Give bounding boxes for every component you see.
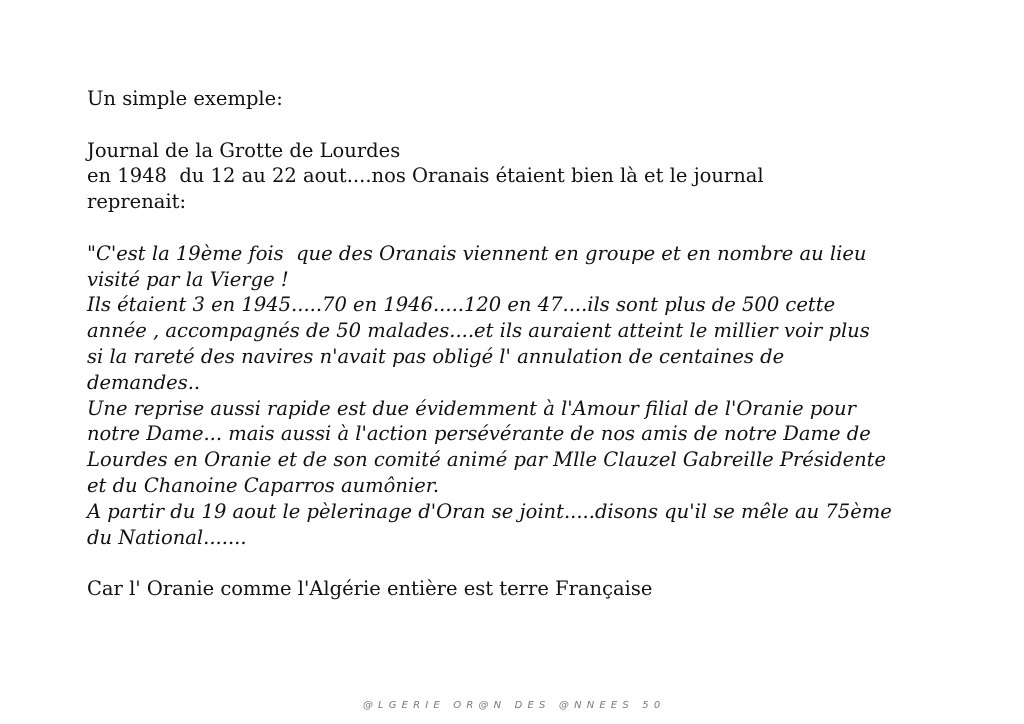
quote-line: Ils étaient 3 en 1945.....70 en 1946.....120 en 47....ils sont plus de 500 cette	[87, 293, 836, 317]
source-line: en 1948 du 12 au 22 aout....nos Oranais étaient bien là et le journal	[87, 164, 764, 188]
quoted-article	[87, 241, 967, 551]
quote-line: Une reprise aussi rapide est due évidemment à l'Amour filial de l'Oranie pour	[87, 396, 856, 420]
paragraph-gap	[87, 112, 967, 138]
source-line: reprenait:	[87, 190, 187, 214]
document-body	[87, 86, 967, 602]
quote-line: demandes..	[87, 370, 201, 394]
quote-line: Lourdes en Oranie et de son comité animé par Mlle Clauzel Gabreille Présidente	[87, 448, 887, 472]
page-footer: @ L G E R I E O R @ N D E S @ N N E E S 5 0	[362, 700, 662, 711]
source-line: Journal de la Grotte de Lourdes	[87, 138, 401, 162]
quote-line: si la rareté des navires n'avait pas obligé l' annulation de centaines de	[87, 344, 785, 368]
quote-line: année , accompagnés de 50 malades....et ils auraient atteint le millier voir plus	[87, 319, 870, 343]
paragraph-gap	[87, 550, 967, 576]
quote-line: et du Chanoine Caparros aumônier.	[87, 473, 440, 497]
quote-line: notre Dame... mais aussi à l'action persévérante de nos amis de notre Dame de	[87, 422, 871, 446]
closing-line: Car l' Oranie comme l'Algérie entière est terre Française	[87, 577, 653, 601]
paragraph-gap	[87, 215, 967, 241]
intro-heading: Un simple exemple:	[87, 87, 283, 110]
quote-line: visité par la Vierge !	[87, 267, 289, 291]
quote-line: "C'est la 19ème fois que des Oranais viennent en groupe et en nombre au lieu	[87, 241, 867, 265]
quote-line: du National.......	[87, 525, 247, 549]
quote-line: A partir du 19 aout le pèlerinage d'Oran se joint.....disons qu'il se mêle au 75ème	[87, 499, 892, 523]
